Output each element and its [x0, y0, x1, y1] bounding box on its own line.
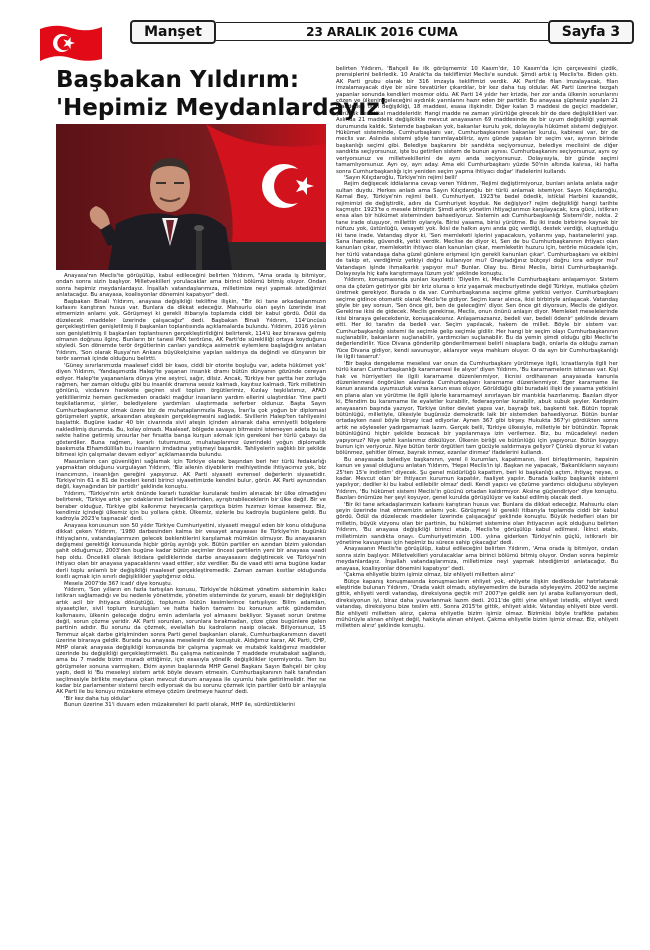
header-rule-top	[216, 22, 548, 23]
paragraph: Mesela 2007'de 367 icadı' diye konuştu.	[64, 580, 173, 587]
subheading: 'Bir kez daha tuş oldular'	[64, 695, 131, 702]
paragraph: Yıldırım, konuşmasında şunları kaydetti: 'Diyelim ki, Meclis'le Cumhurbaşkanı anlaşamıyor. Sistem ona da çözüm getiriyor gibi bir kriz olursa o kriz yaşamak mecburiyetinde değil Türkiye, mutlaka çözüm üretmek gerekiyor. Burada o da var. Cumhurbaşkanına seçime gitme yetkisi veriyor. Cumhurbaşkanı seçime gidince otomatik olarak Meclis'te gidiyor. Seçim karar alınca, ikisi birbiriyle anlaşacak. Vatandaş şöyle bir şey sorsun, 'Sen önce git, ben de geleceğim' diyor. Sen önce git diyorsun, Meclis de gidiyor. Gerekirse ikisi de gidecek. Meclis gerekirse, Meclis, onun önünü anlaşın diyor. Memleket meselelerinde ikisi birarayа gelecekdeniz, konuşacaksınız. Anlaşamazsanız, bedeli var, bedeli ödenir' şeklinde devam etti. Her iki tarafın da bedeli var. Seçim yapılacak, hakem de millet. Böyle bir sistem var. Cumhurbaşkanlığı sistemi ile seçimle gelip seçimle gidilir. Her hangi bir seçim olayı Cumhurbaşkanının suçlanabilir, bakanların suçlanabilir, yardımcıları suçlanabilir. Bu da yemin şimdi olduğu gibi Meclis'te değerlendirilir. Yüce Divana gönderilip gönderilmemesi belirli nisaplara bağlı, onlarla da olduğu zaman Yüce Divana gidiyor, kendi savunuyor, aklanıyor veya mahkum oluyor. O da ayrı bir Cumhurbaşkanlığı ile ilgili tasarruf.'	[336, 277, 618, 361]
paragraph: 'Bir iki tane arkadaşlarımızın kafasını karıştıran husus var. Bunlara da dikkat edeceğiz. Mahsurlu olan şeyin üzerinde inat etmemizin anlamı yok. Görüşmeyi ki gerekli itibarıyla toplamda ciddi bir kabul gördü. Ödül da düzelecek maddeler üzerinde çalışacağız' şeklinde konuştu. Büyük hedefleri olan bir milletin, büyük vizyonu olan bir partinin, bu hükümet sistemine olan ihtiyacının açık olduğunu belirten Yıldırım, 'Bu anayasa değişikliği birinci etabı, Meclis'te görüşülüp kabul edilmesi. İkinci etabı, milletimizin sandıkta onayı. Cumhuriyetimizin 100. yılına giderken Türkiye'nin güçlü, istikrarlı bir yönetime kavuşması için hepimiz bu sürece sahip çıkacağız' dedi.	[336, 501, 618, 547]
paragraph: Bu anayasada belediye başkanının, yerel il kurumları, kapatmanın, ileri birleştirmenin, hepsinin kanun ve yasal olduğunu anlatan Yıldırım, 'Hepsi Meclis'in işi. Başkan ne yapacak, 'Bakanlıkların sayısını 25'ten 15'e indirdim' diyecek. Şu genel müdürlüğü kapattım, beri ki başkanlığı açtım, ihtiyaç neyse, o kadar. Mevcut olan bir ihtiyacın kurumun kapatılır, faaliyet yapılır. Burada kalkıp başkanlık sistemi yapılıyor, dediler ki bu kabul edilebilir olmaz' dedi. Kendi yapıcı ve çözüme yardımcı olduğunu söyleyen Yıldırım, 'Bu hükümet sistemi Meclis'in gücünü ortadan kaldırmıyor. Aksine güçlendiriyor' diye konuştu. Bazıları önümüze her şeyi koyuyor, genel kurulda görüşülüyor ve kabul edilmiş olacak dedi.	[336, 456, 618, 502]
paragraph: Bütçe kapanış konuşmasında konuşmacıların ehliyet yok, ehliyete ilişkin dedikodular hatırlatarak eleştiride bulunan Yıldırım, 'Orada vakit olmadı, söyleyemedim de burada söyleyeyim. 2002'de seçime gittik, ehliyeti verdi vatandaş, direksiyona geçtik mi? 2007'ye geldik sen iyi araba kullanıyorsun dedi, direksiyonun iyi, biraz daha yuvarlanmak lazım dedi. 2011'de gitti yine ehliyet istedik, ehliyet verdi vatandaş, direksiyonu bize teslim etti. Sonra 2015'te gittik, ehliyet aldık. Vatandaş ehliyeti bize verdi. Biz ehliyeti milletten alırız, çakma ehliyetle bizim işimiz olmaz. Bizimkisi böyle trafikte patates mühürüyle alınan ehliyet değil, hakkıyla alınan ehliyet. Çakma ehliyetle bizim işimiz olmaz. Biz, ehliyeti milletten alırız' şeklinde konuştu.	[336, 578, 618, 630]
article-photo	[56, 124, 326, 270]
paragraph: 'Güney sınırlarımızda maalesef ciddi bir kaos, ciddi bir otorite boşluğu var, adeta hükümet yok' diyen Yıldırım, 'Yandaşımızda Halep'te yaşanan insanlık dramı bütün dünyanın gözünde cereyan ediyor. Halep'te yaşananlara dünya yine seyirci, sağır, dilsiz. Ancak, Türkiye her şartta her zorluğa rağmen, her zaman olduğu gibi bu insanlık dramına sessiz kalmadı, kayıtsız kalmadı. Türk milletinin gönlünü, vicdanını harekete geçiren sivil toplum örgütlerimiz, Kızılay teşkilatımız, AFAD yetkililerimiz hemen gecikmeden oradaki mağdur insanların yardım ellerini ulaştırdılar. Yine parti teşkilatlarımız, şiirler, belediyelere yardımları ulaştırmada seferber oldunuz. Başta Sayın Cumhurbaşkanımız olmak üzere biz de muhataplarımızla Rusya, İran'la çok yoğun bir diplomasi görüşmeleri yaptık, arkasından ateşkesin gerçekleşmesini sağladık. Sivillerin Halep'ten tahliyesini başlattık. Bugüne kadar 40 bin civarında sivil ateşin içinden alınarak daha emniyetli bölgelere nakledilmiş durumda. Bu, kolay olmadı. Maalesef, bölgede savaşın bitmesini istemeyen adeta bu işi sekte haline getirmiş unsurlar her fırsatta barışa kurşun sıkmak için gerekeni her türlü çabayı da gösterdiler. Buna rağmen, kararlı tutumumuz, muhataplarımız üzerindeki yoğun diplomatik baskımızla Elhamdülillah bu insanların imdadına yetişmeyi başardık. Tahliyelerin sağlıklı bir şekilde bitmesi için çalışmalar devam ediyor' açıklamasında bulundu.	[56, 362, 326, 459]
headline-line-2: 'Hepimiz Meydanlardayız'	[56, 95, 387, 121]
paragraph: 'Bir başka dengeleme meselesi var onun da Cumhurbaşkanı yürütmeye ilgili, icraatlarıyla ilgili her türlü kararı Cumhurbaşkanlığı kararnamesi ile alıyor' diyen Yıldırım, 'Bu kararnamelerin istisnası var. Kişi hak ve hürriyetleri ile ilgili kararname düzenlenmiyor, liicnisi ordihasınan anayasada kanunla düzenlenmesi öngörülen alanlarda Cumhurbaşkanı kararname düzenlenmiyor. Eger kararname ile kanun arasında uyumsuzluk varsa kanun esas oluyor. Görüldüğü gibi buradaki ilişki de yasama yetkisini en plana alan ve yürütme ile ilgili işlerle kararnameyi sınırlayan bir mantıkla hazırlanmış. Bazıları diyor ki, Efendim bu kararname ile eyaletler kurabilir, federasyonlar kurabilir, abuk subuk şeyler. Kardeşim anayasanın başında yazıyor, Türkiye üniter devlet yapısı var, bayrağı tek, başkenti tek. Bütün toprak bütünlüğü, milletiyle, ülkesiyle bugünsüz demokratik laik bir sistemden bahsediyoruz. Bütün bunlar ortadayken nasıl böyle birşey icad ediyorlar. Aynen 367 gibi birşey. Hukukta 367'yi gördükten sonra artık ne söyleseler yadırgamamak lazım. Gerçek belli, Türkiye ülkesiyle, milletiyle bir bütündür. Toprak bütünlüğünü hiçbir şekilde bozacak bir yapılanmaya izin verilemez. Biz, bu mücadeleyi neden yapıyoruz? Niye şehit kanlarımız dökülüyor. Ülkenin birliği ve bütünlüğü için yapıyoruz. Bütün kaygıyı bunun için veriyoruz. Niye bütün terör örgütleri tam gücüyle saldırmaya geliyor? Çünkü diyoruz ki vatan bölünmez, şehitler ölmez, bayrak inmez, ezanlar dinmez' ifadelerini kullandı.	[336, 360, 618, 457]
speaker-photo-illustration	[56, 124, 326, 270]
paragraph: Masumların can güvenliğini sağlamak için Türkiye olarak başından beri her türlü fedakarlığı yapmaktan olduğunu vurgulayan Yıldırım, 'Biz ailenin diyebilerin melhiyetinde ihtiyacımız yok, biz inancımızın, insanlığın gereğini yapıyoruz. AK Parti siyaseti evrensel değerlerin siyasetidir. Türkiye'nin 61 e 81 de inceleri kendi birinci siyasetimizde kendini bulur, görür. AK Parti aynızından değil, kaynağından bir partidir' şeklinde konuştu.	[56, 458, 326, 491]
paragraph: Başbakan Binali Yıldırım, anayasa değişikliği teklifine ilişkin, "Bir iki tane arkadaşlarımızın kafasını karıştıran husus var. Bunlara da dikkat edeceğiz. Mahsurlu olan şeyin üzerinde inat etmemizin anlamı yok. Görüşmeyi ki gerekli itibarıyla toplamda ciddi bir kabul gördü. Ödül da düzelecek maddeler üzerinde çalışacağız" dedi. Başbakan Binali Yıldırım, 114'üncüsü gerçekleştirilen genişletilmiş il başkanları toplantısında açıklamalarda bulundu. Yıldırım, 2016 yılının son genişletilmiş il başkanları toplantısının gerçekleştirildiğini belirterek, 114'ü kez birarava gelmiş olmanın doğrusu ilginç. Bunların bir tanesi PKK terörüne, AK Parti'de sürekliliği ortaya koyduğunu söyledi. Son dönemde terör örgütlerinin canları yandıkça asimetrik eylemlere başlağdığını anlatan Yıldırım, 'Son olarak Rusya'nın Ankara büyükelçisine yapılan saldırıya da değindi ve dünyanın bir terör sarmalı içinde olduğunu belirtti.	[56, 298, 326, 363]
page-header	[0, 0, 650, 66]
article-column-left	[56, 273, 326, 939]
paragraph: Anayasa'nın Meclis'te görüşülüp, kabul edileceğini belirten Yıldırım, "Ama orada iş bitmiyor, ondan sonra sizin başlıyor. Milletvekilleri yorulacaklar ama birinci bölümü bitmiş oluyor. Ondan sonra hepimiz meydanlardayız. İnşallah vatandaşlarımıza, milletimize neyi yapmak istediğimizi anlatacağız. Bu anayasa, koalisyonlar dönemini kapatıyor" dedi.	[56, 273, 326, 299]
headline-line-1: Başbakan Yıldırım:	[56, 67, 300, 93]
dateline: 23 ARALIK 2016 CUMA	[306, 25, 458, 39]
paragraph: Anayasa konusunun son 50 yıldır Türkiye Cumhuriyetini, siyaseti meşgul eden bir konu olduğuna dikkat çeken Yıldırım, '1980 darbesinden kalma bir vesayet anayasası ile Türkiye'nin bugünkü ihtiyaçlarını, vatandaşlarımızın gelecek beklentilerini karşılamak mümkün olmuyor. Bu anayasanın değişmesi gerektiği konusunda hiçbir görüş ayrılığı yok. Bütün partiler en azından bizim yakından şahit olduğumuz, 2003'den bugüne kadar bütün seçimler öncesi partilerin yeni bir anayasa vaadi hep oldu. Öncelikli olarak iktidara geldiklerinde darbe anayasasını değiştirecek ve Türkiye'nin ihtiyacı olan bir anayasa yapacaklarını vaad ettiler, söz verdiler. Bu de vaad etti ama bugüne kadar derli toplu anlamlı bir değişikliği maalesef gerçekleştiremedik. Zaman zaman kısıtlar olduğunda kısıtlı açmak için sınırlı değişiklikler yaptığımız oldu.	[56, 522, 326, 581]
subheading: 'Çakma ehliyetle bizim işimiz olmaz, biz ehliyeti milletten alırız'	[344, 572, 515, 579]
paragraph: Yıldırım, 'Türkiye'nin artık önünde kararlı tuzaklar kurularak teslim alınacak bir ülke olmadığını belirterek, 'Türkiye artık yer odaklarının belirlediklerinden, ayrıştırabileceklerin bir ülke değil. Bir ve beraber olduğuz, Türkiye gibi kalkınmız heyecanla çarpıtkça bizim hızımızı kimse kesemez. Biz, kendimiz içindeği ülkemiz için bu yollara çıktık. Ülkemiz, sizlerle bu kadroyla bugünlere geldi. Bu kadroyla 2023'e taşınacak' dedi.	[56, 490, 326, 523]
section-tag: Manşet	[130, 20, 216, 44]
header-rule-bottom	[216, 40, 548, 41]
paragraph: Anayasanın Meclis'te görüşülüp, kabul edileceğini belirten Yıldırım, 'Ama orada iş bitmiyor, ondan sonra sizin başlıyor. Milletvekilleri yorulacaklar ama birinci bölümü bitmiş oluyor. Ondan sonra hepimiz meydanlardayız. İnşallah vatandaşlarımıza, milletimize neyi yapmak istediğimizi anlatacağız. Bu anayasa, koalisyonlar dönemini kapatıyor' dedi.	[336, 546, 618, 572]
paragraph: Rejim değişecek iddialarına cevap veren Yıldırım, 'Rejimi değiştirmiyoruz, bunları anlata anlata sağır sultan duydu. Herkes anladı ama Sayın Kılıçdaroğlu bir türlü anlamak istemiyor. Sayın Kılıçdaroğlu, Kemal Bey, Türkiye'nin rejimi belli. Cumhuriyet. 1923'te bedel ödedik, istiklal Harbini kazandık, rejimimizi de değiştirdik, adını da Cumhuriyet koyduk. Ne değişiyor? rejim değişikliği hangi tarihte kaçmıştır. 1923'te o mesele bitmiştir. Şimdi artık yönetim ihtiyaçlarımızı karşılayacak, icra gücü, istikran ensa alan bir hükümet sisteminden bahsediyoruz. Sistemin adı Cumhurbaşkanlığı Sistemi'dir, nokta. 2 tane irade oluşuyor, millettin oylarıyla. Birisi yasama, birisi yürütme. Bu iki irade birbirine kaynak bir nüfuzu yok, üstünlüğü, vesayeti yok. İkisi de halkın aynı anda güç verdiği, destek verdiği, oluşturduğu iki tane irade. Vatandaş diyor ki, 'Sen memleketi işlerini yapacaksın, yollarımı yap, hastanelerini yap. Sana ihanede, güvendik, yetki verdik. Meclise de diyor ki, Sen de bu Cumhurbaşkanının ihtiyacı olan kanunları çıkar, memleketin ihtiyacı olan kanunları çıkar, memleketin huzuru için, terörle mücadele için, her türlü vatandaşa daha güzel günlere erişmesi için gerekli kanunları çıkar'. Cumhurbaşkanı ve ekibini de takip et, verdiğimiz yetkiyi doğru kullanıyor mu? Onayladığınız bütçeyi doğru icra ediyor mu? Vatandaşın işinde ihmalkarlık yapıyor mu? Bunlar. Olay bu. Birisi Meclis, birisi Cumhurbaşkanlığı. Dolayısıyla hiç kafa karıştırmaya lüzum yok' şeklinde konuştu.	[336, 181, 618, 277]
subheading: 'Sayın Kılıçdaroğlu, Türkiye'nin rejimi belli'	[344, 174, 458, 181]
paragraph: Yıldırım, 'Son yılların en fazla tartışılan konusu, Türkiye'de hükümet yönetim sisteminin kalıcı istikrarı sağlamadığı ve bu nedenle yönetimde, yönetim sisteminde öz yorum, esaslı bir değişikliğin artık acil bir ihtiyaca dönüştüğü, toplumun bütün kesimlerince tartışılıyor. Bilim adamları, siyasetçiler, sivil toplum kuruluşları ve hatta halkın tamamı bu konunun artık gündemden kalkmasını, ülkenin geleceğe doğru emin adımlarla yol almasını bekliyor. Siyaset sorun üretme değil, sorun çözme yeridir. AK Parti sorunları, sorunlara bırakmadan, çöze çöze bugünlere gelen partinin adıdır. Bu sorunu da çözmek, evelallah bu kadroların nasip olacak. Biliyorsunuz, 15 Temmuz alçak darbe girişiminden sonra Parti genel başkanları olarak, Cumhurbaşkanımızın daveti üzerine birarayа geldik. Burada bu anayasa meselesini de konuştuk. Aldığımız karar, AK Parti, CHP, MHP olarak anayasa değişikliği konusunda bir çalışma yapmak ve mutabık kaldığımız maddeler üzerinde bu değişikliği gerçekleştirmekti. Bu çalışma neticesinde 7 maddede mutabakat sağlandı, ama bu 7 madde bizim muradı ettiğimiz, için esasıyla yönelik değişiklikler içermiyordu. Tam bu görüşmeler sonuna varmışken, Ekim ayının başlarında MHP Genel Başkanı Sayın Bahçeli bir çıkış yaptı, dedi ki 'Bu meseleyi sistem artık böyle devam etmesin. Cumhurbaşkanının halk tarafından seçilmesiyle birlikte meydana çıkan mevcut durum anayasa ile uyumlu hale getirilmelidir. Her ne kadar biz parlamenter sistemi tercih ediyorsak da bu sorunu çözmek için partiler üstü bir anlayışla AK Parti ile bu konuyu müzakere etmeye çözüm üretmeye hazırız' dedi.	[56, 586, 326, 696]
article-column-right	[336, 66, 618, 940]
page-number-tag: Sayfa 3	[548, 20, 634, 44]
turkish-flag-icon	[40, 23, 102, 63]
paragraph: belirten Yıldırım, 'Bahçeli ile ilk görüşmemiz 10 Kasım'dır, 10 Kasım'da için çerçevesini çizdik, prensiplerini belirledik. 10 Aralık'ta da tekliflimizi Meclis'e sunduk. Şimdi artık iş Meclis'te. Biden çıktı. AK Parti grubu olarak bir 316 imzayla teklifimizi verdik. AK Parti'de filan imzalayacak, filan imzalamayacak diye bir süre tevatürler çıkardılar, bir kez daha tuş oldular. AK Parti üzerine tezgah yapanlar sonunda kendileri mosmor oldu. AK Parti 14 yıldır her krizde, her zor anda ülkenin sorunlarını çözen ve ülkenin geleceğini aydınlık yarınlarını hazır eden bir partidir. Bu anayasa şüphesiz yapılan 21 maddeden olan değişikliği, 18 maddesi, esasa ilişkindir. Diğer kalan 3 maddesi de geçici maddeler, yürürlük ve intikal maddeleridir. Hangi madde ne zaman yürürlüğe girecek bir de dare değişiklikleri var. Aslında 21 maddelik değişiklikle mevcut anayasanın 69 maddesinde de bir uyum değişikliği yapmak durumunda kaldık. Sistemde başbakan yok, bakanlar kurulu yok, dolayısıyla hükümet sistemi değişiyor. Hükümet sisteminde, Cumhurbaşkanı var, Cumhurbaşkanının bakanlar kurulu, kabinesi var, bir de meclis var. Aslında sistemi şöyle tanımlayabiliriz, aynı günde yapılan bir seçim var, ayrının birinde başkanlığı seçimi gibi. Belediye başkanını bir sandıkta seçiyorsunuz, belediye meclisini de diğer sandıkta seçiyorsunuz, işte bu getirilen sistem de bunun aynısı. Cumhurbaşkanını seçiyorsunuz, aynı oy veriyorsunuz ve milletvekillerini de aynı anda seçiyorsunuz. Dolayısıyla, bir günde seçimi tamamlıyorsunuz. Ayrı oy, ayrı aday. Ama eki Cumhurbaşkanı yüzde 50'nin altında kalırsa, iki hafta sonra Cumhurbaşkanlığı için yeniden seçim yapma ihtiyacı doğar' ifadelerini kullandı.	[336, 66, 618, 175]
paragraph: Bunun üzerine 31'i duvam eden müzakereleri iki parti olarak, MHP ile, sürdürdüklerini	[64, 702, 295, 709]
